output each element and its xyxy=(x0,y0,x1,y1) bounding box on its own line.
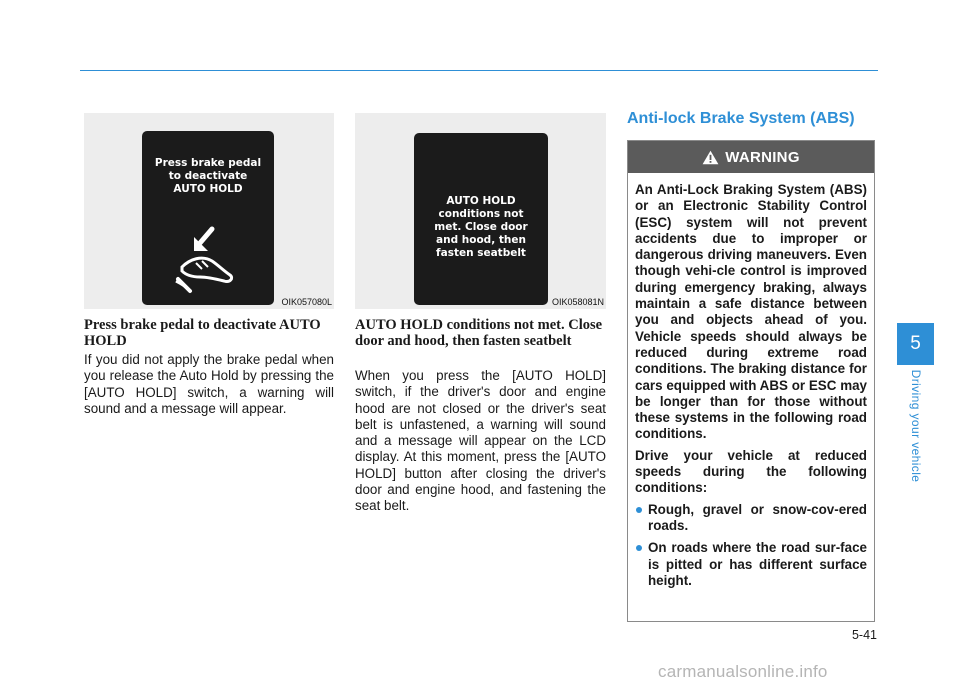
lcd-screen xyxy=(142,131,274,305)
warning-label: WARNING xyxy=(725,148,800,166)
warning-triangle-icon xyxy=(702,150,719,165)
warning-bullet: On roads where the road sur-face is pitted or has different surface height. xyxy=(635,540,867,589)
warning-header xyxy=(628,141,874,173)
figure-press-brake xyxy=(84,113,334,309)
watermark: carmanualsonline.info xyxy=(658,662,828,681)
figure-code: OIK058081N xyxy=(551,297,604,307)
warning-bullet-list xyxy=(635,502,867,589)
warning-paragraph: Drive your vehicle at reduced speeds during the following conditions: xyxy=(635,447,867,496)
lcd-screen xyxy=(414,133,548,305)
body-paragraph: If you did not apply the brake pedal when you release the Auto Hold by pressing the [AUTO HOLD] switch, a warning will sound and a message will appear. xyxy=(84,352,334,416)
warning-bullet: Rough, gravel or snow-cov-ered roads. xyxy=(635,502,867,535)
page-number: 5-41 xyxy=(851,628,877,642)
section-heading: AUTO HOLD conditions not met. Close door and hood, then fasten seatbelt xyxy=(355,317,603,349)
figure-conditions-not-met xyxy=(355,113,606,309)
warning-paragraph: An Anti-Lock Braking System (ABS) or an Electronic Stability Control (ESC) system will not prevent accidents due to improper or dangerous driving maneuvers. Even though vehi-cle control is improved during emergency braking, always maintain a safe distance between you and objects ahead of you. Vehicle speeds should always be reduced during extreme road conditions. The braking distance for cars equipped with ABS or ESC may be longer than for those without these systems in the following road conditions. xyxy=(635,182,867,442)
brake-pedal-icon xyxy=(172,221,242,301)
figure-code: OIK057080L xyxy=(281,297,332,307)
body-paragraph: When you press the [AUTO HOLD] switch, if the driver's door and engine hood are not closed or the driver's seat belt is unfastened, a warning will sound and a message will appear on the LCD display. At this moment, press the [AUTO HOLD] button after closing the driver's door and engine hood, and fastening the seat belt. xyxy=(355,368,606,514)
section-heading: Press brake pedal to deactivate AUTO HOLD xyxy=(84,317,321,349)
warning-body xyxy=(628,173,874,589)
section-title: Anti-lock Brake System (ABS) xyxy=(627,110,855,127)
warning-box xyxy=(627,140,875,622)
top-rule xyxy=(80,70,878,71)
chapter-tab: 5 xyxy=(897,323,934,365)
chapter-label: Driving your vehicle xyxy=(909,369,923,483)
lcd-message: AUTO HOLD conditions not met. Close door and hood, then fasten seatbelt xyxy=(434,195,528,259)
lcd-message: Press brake pedal to deactivate AUTO HOLD xyxy=(154,157,262,195)
